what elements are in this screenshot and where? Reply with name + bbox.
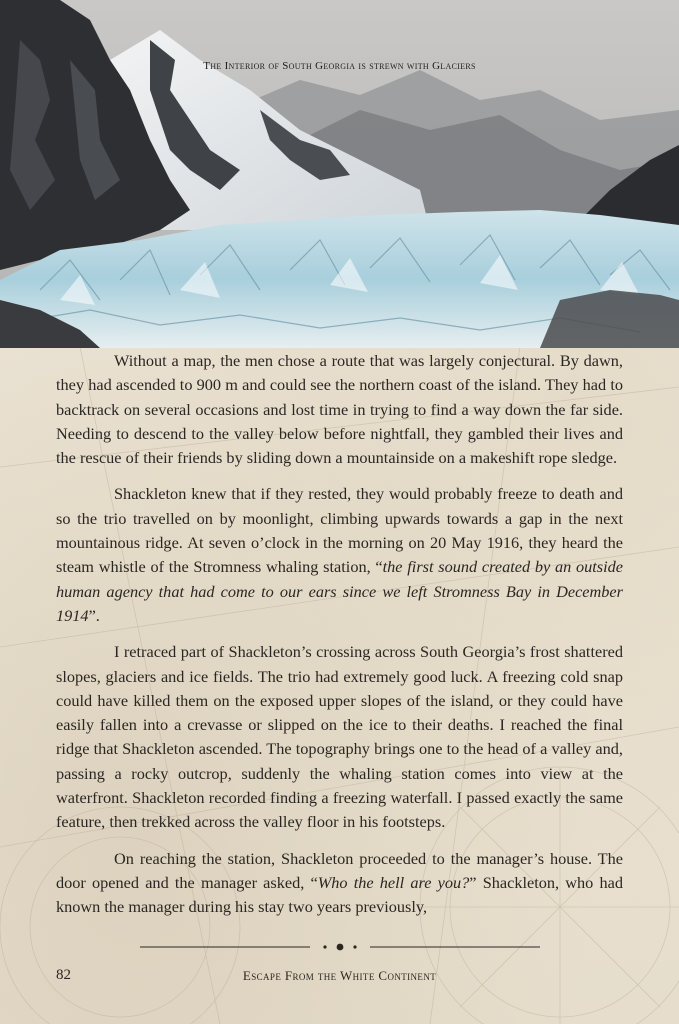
- paragraph-4-quote: Who the hell are you?: [317, 872, 470, 892]
- paragraph-1: Without a map, the men chose a route that was largely conjectural. By dawn, they had ascended to 900 m and could see the northern coast of the island. They had to backtrack on several occasions and lost time in trying to find a way down the far side. Needing to descend to the valley below before nightfall, they gambled their lives and the rescue of their friends by sliding down a mountainside on a makeshift rope sledge.: [56, 351, 623, 468]
- paragraph-4-text-after: ” Shackleton, who had known the manager during his stay two years previously,: [56, 872, 623, 917]
- body-text: [56, 349, 623, 932]
- paragraph-4: [56, 847, 623, 920]
- glacier-photo-image: [0, 0, 679, 348]
- page-number: 82: [56, 967, 71, 983]
- ornament-divider: [140, 940, 540, 954]
- glacier-photo: [0, 0, 679, 348]
- paragraph-4-text-before: On reaching the station, Shackleton proceeded to the manager’s house. The door opened and the manager asked, “: [56, 848, 623, 892]
- running-title: Escape From the White Continent: [242, 968, 437, 983]
- paragraph-2-text-before: Shackleton knew that if they rested, they would probably freeze to death and so the trio travelled on by moonlight, climbing upwards towards a gap in the next mountainous ridge. At seven o’clock in the morning on 20 May 1916, they heard the steam whistle of the Stromness whaling station, “: [56, 484, 623, 577]
- paragraph-3: I retraced part of Shackleton’s crossing across South Georgia’s frost shattered slopes, glaciers and ice fields. The trio had extremely good luck. A freezing cold snap could have killed them on the exposed upper slopes of the island, or they could have easily fallen into a crevasse or slipped on the ice to their deaths. I reached the final ridge that Shackleton ascended. The topography brings one to the head of a valley and, passing a rocky outcrop, suddenly the whaling station comes into view at the waterfront. Shackleton recorded finding a freezing waterfall. I passed exactly the same feature, then trekked across the valley floor in his footsteps.: [56, 642, 623, 832]
- paragraph-2: [56, 482, 623, 628]
- photo-caption: The Interior of South Georgia is strewn with Glaciers: [203, 60, 476, 72]
- paragraph-2-text-after: ”.: [88, 605, 100, 625]
- paragraph-2-quote: the first sound created by an outside human agency that had come to our ears since we left Stromness Bay in December 1914: [56, 557, 623, 625]
